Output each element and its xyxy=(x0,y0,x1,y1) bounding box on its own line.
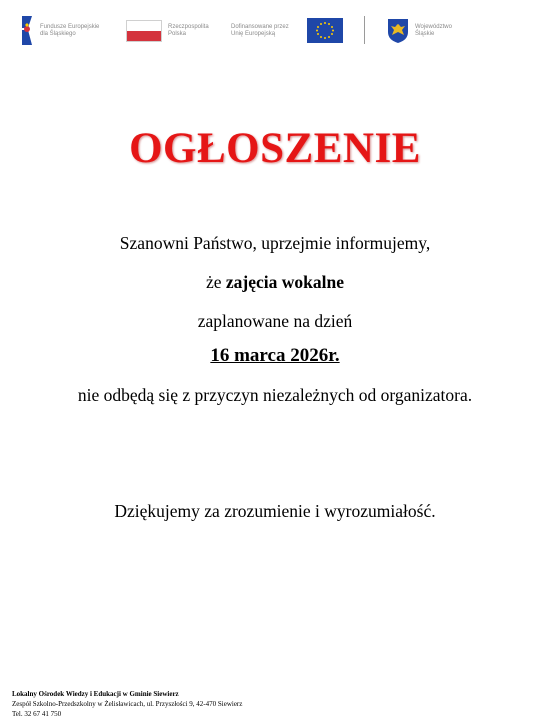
rzeczpospolita-polska-label: Rzeczpospolita Polska xyxy=(168,24,209,37)
fundusze-europejskie-icon xyxy=(20,14,38,47)
notice-greeting: Szanowni Państwo, uprzejmie informujemy, xyxy=(119,233,431,253)
footer xyxy=(12,689,242,719)
eu-flag-icon xyxy=(307,18,343,43)
polish-flag-icon xyxy=(126,20,162,42)
footer-phone: Tel. 32 67 41 750 xyxy=(12,710,62,718)
logo-strip xyxy=(0,0,550,52)
notice-subject-prefix: że xyxy=(205,272,226,292)
notice-planned-line: zaplanowane na dzień xyxy=(197,311,353,331)
footer-organization: Lokalny Ośrodek Wiedzy i Edukacji w Gminie Siewierz xyxy=(12,690,179,698)
notice-cancellation-line: nie odbędą się z przyczyn niezależnych od organizatora. xyxy=(77,385,473,405)
fundusze-europejskie-logo xyxy=(20,14,110,47)
logo-divider xyxy=(364,16,365,44)
notice-subject-line xyxy=(0,271,550,293)
footer-address: Zespół Szkolno-Przedszkolny w Żelisławicach, ul. Przyszłości 9, 42-470 Siewierz xyxy=(12,700,243,708)
fundusze-europejskie-label: Fundusze Europejskie dla Śląskiego xyxy=(40,23,100,37)
notice-date-line xyxy=(0,345,550,367)
rzeczpospolita-polska-logo xyxy=(126,20,224,42)
notice-title: OGŁOSZENIE xyxy=(129,125,421,172)
wojewodztwo-slaskie-label: Województwo Śląskie xyxy=(415,24,452,37)
notice-thanks: Dziękujemy za zrozumienie i wyrozumiałość. xyxy=(114,501,436,521)
wojewodztwo-slaskie-logo xyxy=(386,18,475,44)
silesian-eagle-crest-icon xyxy=(386,18,410,44)
unia-europejska-label: Dofinansowane przez Unię Europejską xyxy=(231,23,289,37)
notice-date: 16 marca 2026r. xyxy=(210,345,340,366)
notice-subject-event: zajęcia wokalne xyxy=(225,272,345,292)
unia-europejska-logo xyxy=(231,18,343,43)
